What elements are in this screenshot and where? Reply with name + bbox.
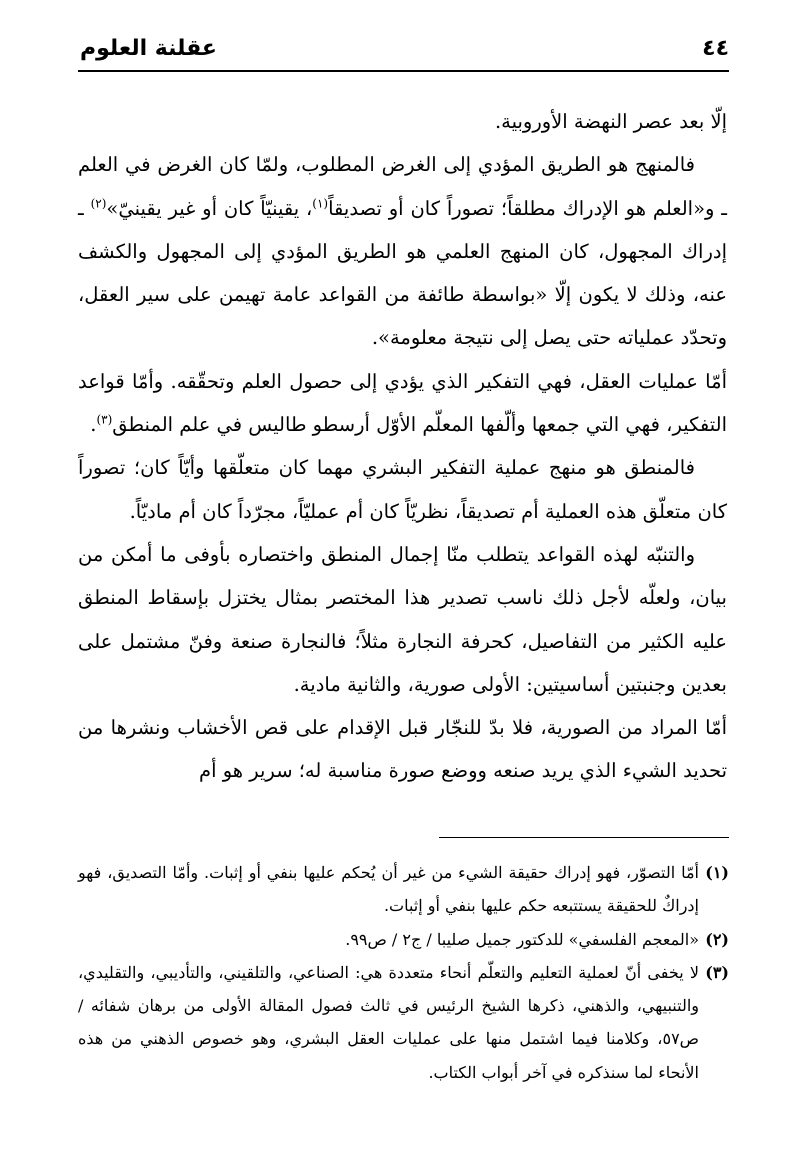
footnote-text: أمّا التصوّر، فهو إدراك حقيقة الشيء من غير أن يُحكم عليها بنفي أو إثبات. وأمّا التصديق، فهو إدراكٌ للحقيقة يستتبعه حكم عليها بنفي أو إثبات. (78, 863, 699, 916)
paragraph: فالمنطق هو منهج عملية التفكير البشري مهما كان متعلّقها وأيّاً كان؛ تصوراً كان متعلّق هذه العملية أم تصديقاً، نظريّاً كان أم عمليّاً، مجرّداً كان أم ماديّاً. (78, 456, 727, 523)
header-divider (78, 70, 729, 72)
footnote-text: لا يخفى أنّ لعملية التعليم والتعلّم أنحاء متعددة هي: الصناعي، والتلقيني، والتأديبي، والتقليدي، والتنبيهي، والذهني، ذكرها الشيخ الرئيس في ثالث فصول المقالة الأولى من برهان شفائه / ص٥٧، وكلامنا فيما اشتمل منها على عمليات العقل البشري، وهو خصوص الذهني من هذه الأنحاء لما سنذكره في آخر أبواب الكتاب. (78, 962, 699, 1082)
paragraph-text: . (90, 413, 97, 437)
footnote-text: «المعجم الفلسفي» للدكتور جميل صليبا / ج٢ / ص٩٩. (345, 929, 699, 949)
footnote (78, 923, 729, 956)
paragraph (78, 143, 727, 359)
page-header (80, 28, 729, 68)
footnote-ref: (١) (312, 196, 329, 211)
footnote (78, 956, 729, 1089)
main-text (78, 100, 727, 793)
page-number: ٤٤ (702, 35, 729, 61)
footnote-number: (١) (705, 863, 729, 882)
footnote-ref: (٣) (96, 412, 113, 427)
paragraph: أمّا المراد من الصورية، فلا بدّ للنجّار قبل الإقدام على قص الأخشاب ونشرها من تحديد الشيء الذي يريد صنعه ووضع صورة مناسبة له؛ سرير هو أم (78, 716, 727, 783)
footnote-divider (439, 837, 729, 838)
paragraph-text: فالمنهج هو الطريق المؤدي إلى الغرض المطلوب، ولمّا كان الغرض في العلم ـ و«العلم هو الإدراك مطلقاً؛ تصوراً كان أو تصديقاً (78, 153, 727, 220)
paragraph-text: أمّا عمليات العقل، فهي التفكير الذي يؤدي إلى حصول العلم وتحقّقه. وأمّا قواعد التفكير، فهي التي جمعها وألّفها المعلّم الأوّل أرسطو طاليس في علم المنطق (78, 369, 727, 437)
paragraph: والتنبّه لهذه القواعد يتطلب منّا إجمال المنطق واختصاره بأوفى ما أمكن من بيان، ولعلّه لأجل ذلك ناسب تصدير هذا المختصر بمثال يختزل بإسقاط المنطق عليه الكثير من التفاصيل، كحرفة النجارة مثلاً؛ فالنجارة صنعة وفنّ مشتمل على بعدين وجنبتين أساسيتين: الأولى صورية، والثانية مادية. (78, 542, 727, 696)
footnote-number: (٢) (705, 929, 729, 949)
footnote-ref: (٢) (90, 196, 107, 211)
footnotes (78, 856, 729, 1089)
paragraph (78, 360, 727, 447)
footnote (78, 856, 729, 923)
footnote-number: (٣) (705, 962, 729, 982)
running-title: عقلنة العلوم (80, 35, 217, 61)
paragraph-text: ـ إدراك المجهول، كان المنهج العلمي هو الطريق المؤدي إلى المجهول والكشف عنه، وذلك لا يكون إلّا «بواسطة طائفة من القواعد عامة تهيمن على سير العقل، وتحدّد عملياته حتى يصل إلى نتيجة معلومة». (78, 196, 727, 350)
paragraph-text: ، يقينيّاً كان أو غير يقينيّ» (106, 196, 313, 220)
paragraph: إلّا بعد عصر النهضة الأوروبية. (494, 110, 727, 133)
